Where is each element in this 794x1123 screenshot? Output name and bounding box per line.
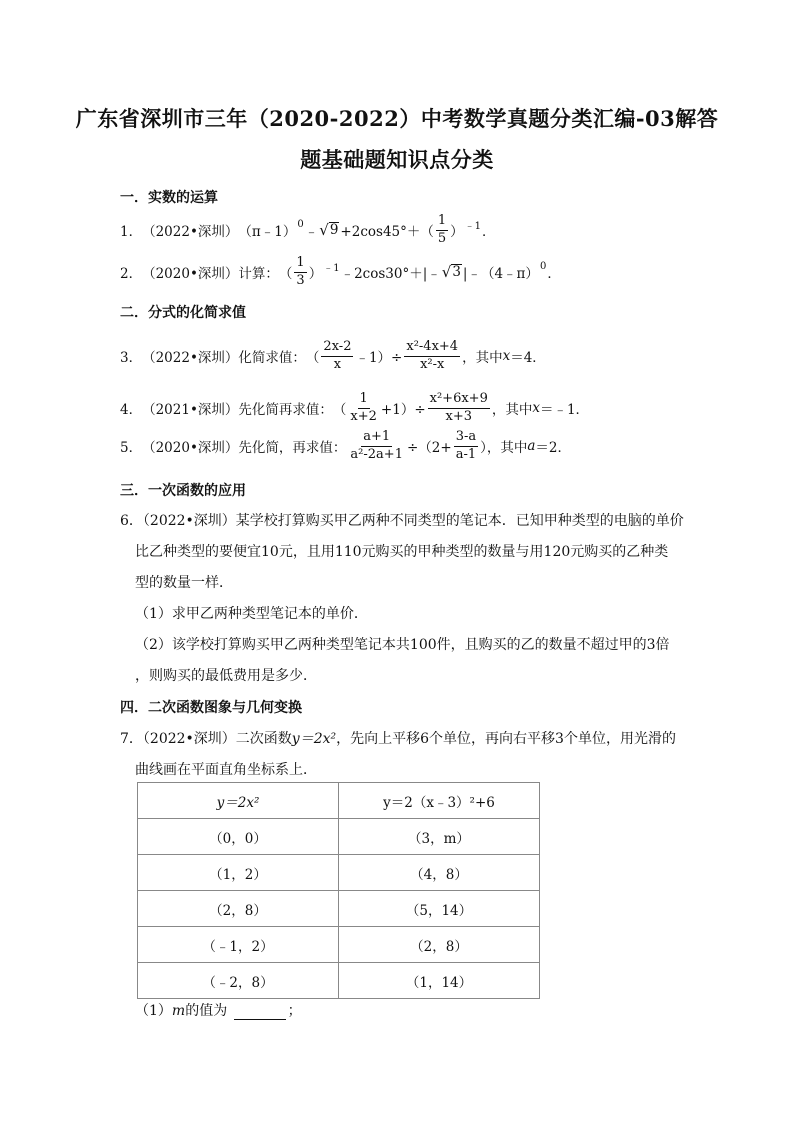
table-cell: （1，2）	[138, 855, 339, 891]
q4-text-c: ，其中	[491, 402, 533, 418]
table-header-cell: y＝2（x﹣3）²+6	[339, 783, 540, 819]
section-heading-4: 四．二次函数图象与几何变换	[120, 700, 302, 716]
q2-text-d: |﹣（4﹣π）	[462, 266, 539, 282]
table-cell: （1，14）	[339, 963, 540, 999]
table-cell: （2，8）	[339, 927, 540, 963]
q2-text-a: （	[278, 266, 293, 282]
q3-text-a: （	[305, 350, 320, 366]
q1-fraction: $\frac{1}{5}$	[437, 213, 447, 246]
q1-exponent-neg1: ﹣1	[464, 220, 482, 232]
q4-fraction-1: $\frac{1}{x+2}$	[350, 391, 377, 424]
q7-sub1-variable: m	[171, 1003, 186, 1019]
q4-text-d: ＝﹣1．	[539, 402, 590, 418]
q2-text-b: ）	[308, 266, 323, 282]
q6-subquestion-1: （1）求甲乙两种类型笔记本的单价．	[135, 606, 368, 622]
table-row	[138, 891, 540, 927]
q2-exponent-neg1: ﹣1	[323, 262, 340, 274]
q2-source: （2020•深圳）计算：	[142, 266, 279, 282]
q1-exponent-0: 0	[297, 218, 304, 230]
q2-sqrt: √ 3	[441, 262, 461, 281]
q3-text-c: ，其中	[462, 350, 503, 366]
q1-text-c: +2cos45°＋（	[340, 224, 434, 240]
q1-text-e: ．	[482, 224, 496, 240]
table-row	[138, 855, 540, 891]
section-heading-1: 一．实数的运算	[120, 190, 218, 206]
q7-suffix: ，先向上平移6个单位，再向右平移3个单位，用光滑的	[336, 731, 676, 747]
q5-number: 5．	[120, 440, 143, 456]
table-cell: （5，14）	[339, 891, 540, 927]
q2-text-c: ﹣2cos30°＋|﹣	[340, 266, 441, 282]
q7-subquestion-1	[135, 1000, 302, 1020]
q2-number: 2．	[120, 266, 143, 282]
question-2	[120, 257, 561, 287]
q6-subquestion-2: （2）该学校打算购买甲乙两种类型笔记本共100件，且购买的乙的数量不超过甲的3倍	[135, 637, 670, 653]
table-header-row	[138, 783, 540, 819]
q5-text-c: ＝2．	[535, 440, 572, 456]
q5-variable: a	[527, 438, 536, 454]
q5-text-b: ），其中	[480, 440, 528, 456]
q1-number: 1．	[120, 224, 143, 240]
q4-fraction-2: $\frac{\text{x²+6x+9}}{x+3}$	[429, 391, 488, 424]
q1-text-d: ）	[450, 224, 464, 240]
section-heading-2: 二．分式的化简求值	[120, 305, 246, 321]
q7-function: y＝2x²	[291, 731, 337, 747]
points-table	[137, 782, 540, 999]
q4-variable: x	[532, 400, 540, 416]
q7-sub1-prefix: （1）	[135, 1003, 172, 1019]
table-row	[138, 927, 540, 963]
question-3	[120, 338, 546, 374]
question-5	[120, 428, 571, 464]
table-cell: （0，0）	[138, 819, 339, 855]
q3-source: （2022•深圳）化简求值：	[142, 350, 306, 366]
q3-fraction-2: $\frac{\text{x²-4x+4}}{\text{x²-x}}$	[406, 339, 459, 372]
q1-text-a: （π﹣1）	[238, 224, 297, 240]
table-cell: （3，m）	[339, 819, 540, 855]
q1-source: （2022•深圳）	[142, 224, 239, 240]
table-cell: （﹣1，2）	[138, 927, 339, 963]
q4-text-b: +1）÷	[380, 402, 426, 418]
q3-fraction-1: $\frac{2x-2}{x}$	[323, 339, 352, 372]
answer-blank[interactable]	[234, 1006, 286, 1020]
q6-line-2: 比乙种类型的要便宜10元，且用110元购买的甲种类型的数量与用120元购买的乙种类	[135, 544, 669, 560]
q6-line-3: 型的数量一样．	[135, 575, 233, 591]
q2-fraction: $\frac{1}{3}$	[296, 255, 305, 288]
q7-line-1	[120, 728, 676, 748]
q1-text-b: ﹣	[304, 224, 319, 240]
table-cell: （2，8）	[138, 891, 339, 927]
q3-number: 3．	[120, 350, 143, 366]
section-heading-3: 三．一次函数的应用	[120, 483, 246, 499]
q4-number: 4．	[120, 402, 143, 418]
page-title-line2: 题基础题知识点分类	[300, 147, 494, 172]
q2-text-e: ．	[547, 266, 561, 282]
table-row	[138, 819, 540, 855]
question-4	[120, 390, 589, 426]
q5-fraction-1: $\frac{a+1}{\text{a²-2a+1}}$	[350, 429, 403, 462]
q4-text-a: （	[332, 402, 347, 418]
q1-sqrt: √ 9	[319, 220, 339, 239]
q6-line-1: 6．（2022•深圳）某学校打算购买甲乙两种不同类型的笔记本．已知甲种类型的电脑的单价	[120, 513, 684, 529]
page-title-line1: 广东省深圳市三年（2020-2022）中考数学真题分类汇编-03解答	[75, 106, 719, 131]
q4-source: （2021•深圳）先化简再求值：	[142, 402, 333, 418]
q3-variable: x	[502, 348, 511, 364]
q3-text-b: ﹣1）÷	[355, 350, 403, 366]
q5-fraction-2: $\frac{3-a}{a-1}$	[455, 429, 477, 462]
table-row	[138, 963, 540, 999]
table-cell: （﹣2，8）	[138, 963, 339, 999]
q3-text-d: ＝4．	[510, 350, 546, 366]
question-1	[120, 213, 496, 246]
q5-text-a: ÷（2+	[406, 440, 452, 456]
q7-line-2: 曲线画在平面直角坐标系上．	[135, 762, 317, 778]
q6-subquestion-2-cont: ，则购买的最低费用是多少．	[135, 668, 317, 684]
q7-prefix: 7．（2022•深圳）二次函数	[120, 731, 292, 747]
q5-source: （2020•深圳）先化简，再求值：	[142, 440, 347, 456]
q2-exponent-0: 0	[539, 260, 547, 272]
q7-sub1-text: 的值为	[185, 1003, 228, 1019]
table-cell: （4，8）	[339, 855, 540, 891]
q7-sub1-end: ；	[287, 1003, 302, 1019]
table-header-cell: y＝2x²	[138, 783, 339, 819]
